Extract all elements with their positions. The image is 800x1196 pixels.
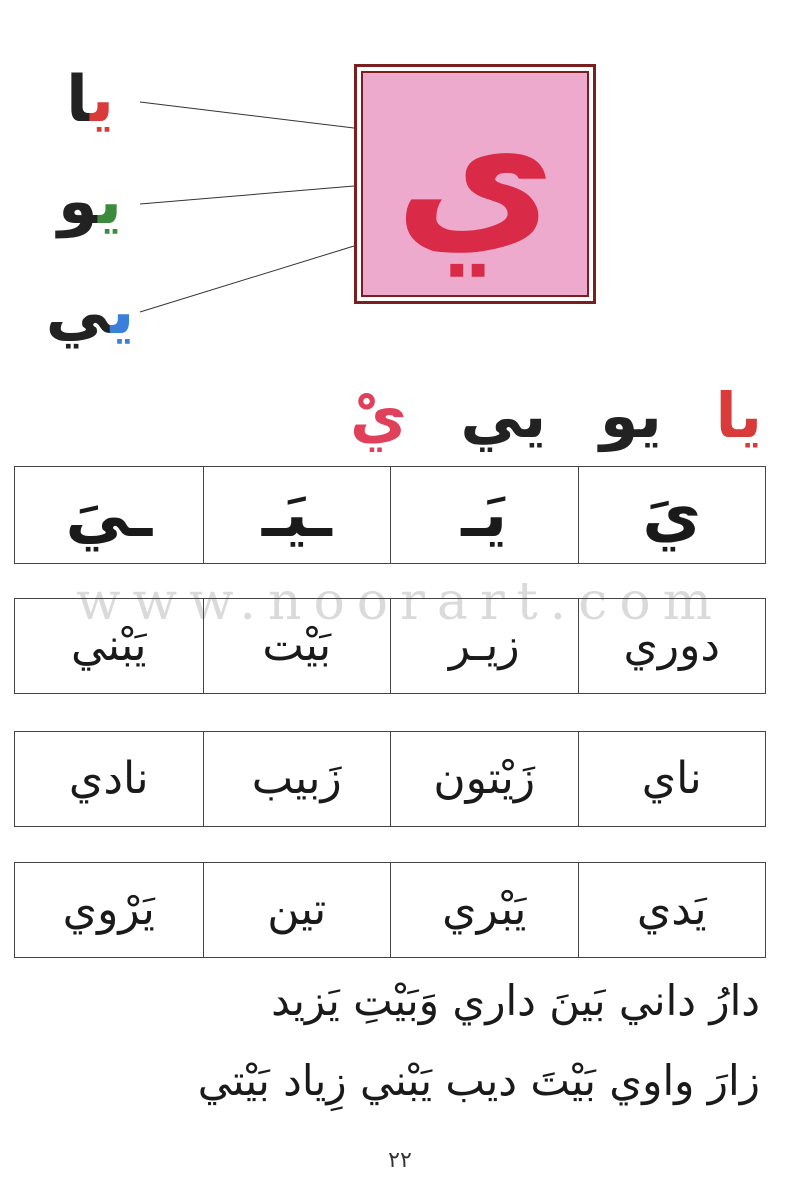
letter-form-initial-alif: يا: [65, 63, 115, 137]
reading-sentence-2: زارَ واوي بَيْتَ ديب يَبْني زِياد بَيْتي: [197, 1056, 760, 1105]
word-cell: يَبْري: [390, 863, 578, 957]
harakat-cell: يَ: [578, 467, 766, 563]
connector-line-1: [140, 102, 354, 128]
form-ya-waw: يو: [599, 379, 662, 452]
words-grid-2: [14, 731, 766, 827]
form-ya-ya: يي: [460, 379, 547, 452]
letter-form-initial-ya: يي: [45, 275, 135, 349]
connector-line-3: [140, 246, 354, 312]
word-cell: يَرْوي: [62, 884, 155, 935]
reading-sentence-1: دارُ داني بَينَ داري وَبَيْتِ يَزيد: [271, 976, 760, 1025]
page-number: ٢٢: [388, 1148, 412, 1173]
harakat-cell: ـيَ: [65, 478, 153, 552]
harakat-cell: يَـ: [390, 467, 578, 563]
harakat-grid: [14, 466, 766, 564]
form-ya-sukun: يْ: [350, 379, 407, 452]
words-grid-3: [14, 862, 766, 958]
word-cell: زيـر: [390, 599, 578, 693]
letter-forms-row: [350, 376, 762, 456]
letter-form-initial-waw: يو: [57, 165, 123, 239]
word-cell: ناي: [578, 732, 766, 826]
word-cell: نادي: [68, 753, 149, 804]
word-cell: تين: [203, 863, 391, 957]
word-cell: يَدي: [578, 863, 766, 957]
form-ya-alif: يا: [715, 379, 762, 452]
word-cell: بَيْت: [203, 599, 391, 693]
word-cell: زَبيب: [203, 732, 391, 826]
words-grid-1: [14, 598, 766, 694]
featured-letter: ي: [394, 72, 556, 276]
word-cell: يَبْني: [71, 620, 147, 671]
watermark: www.noorart.com: [76, 572, 724, 632]
harakat-cell: ـيَـ: [203, 467, 391, 563]
connector-line-2: [140, 186, 354, 204]
word-cell: دوري: [578, 599, 766, 693]
featured-letter-box: [354, 64, 596, 304]
word-cell: زَيْتون: [390, 732, 578, 826]
